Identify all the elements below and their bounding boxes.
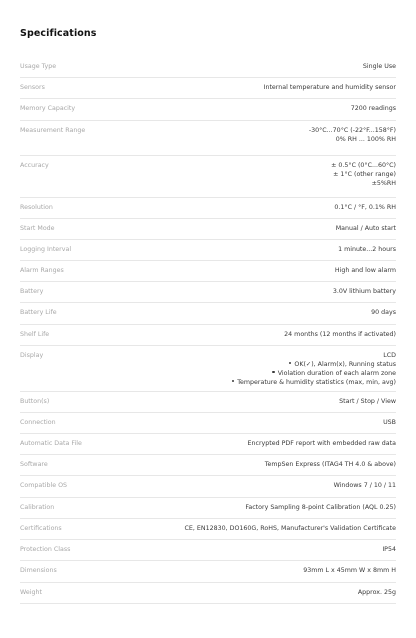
spec-value — [265, 460, 396, 475]
spec-label: Compatible OS — [20, 482, 68, 489]
spec-value-line: CE, EN12830, DO160G, RoHS, Manufacturer's Validation Certificate — [184, 525, 396, 532]
spec-row — [20, 476, 396, 498]
spec-label: Battery — [20, 288, 44, 295]
spec-label: Button(s) — [20, 398, 50, 405]
spec-value-line: 0% RH ... 100% RH — [335, 136, 396, 143]
spec-value-line: 1 minute...2 hours — [338, 246, 396, 253]
spec-label: Start Mode — [20, 225, 55, 232]
spec-value-line: 7200 readings — [350, 105, 396, 112]
spec-label: Sensors — [20, 84, 45, 91]
bullet-icon — [232, 380, 235, 383]
spec-row — [20, 434, 396, 455]
spec-row — [20, 583, 396, 604]
spec-value-line: Windows 7 / 10 / 11 — [333, 482, 396, 489]
spec-row — [20, 455, 396, 476]
spec-value-line: USB — [383, 419, 396, 426]
spec-value-line: Internal temperature and humidity sensor — [263, 84, 396, 91]
spec-value — [248, 439, 396, 454]
spec-row — [20, 99, 396, 121]
spec-row — [20, 325, 396, 346]
spec-row — [20, 261, 396, 282]
spec-value-line: 93mm L x 45mm W x 8mm H — [303, 567, 396, 574]
spec-value — [358, 588, 396, 603]
spec-bullet-text: Temperature & humidity statistics (max, min, avg) — [237, 379, 396, 386]
spec-bullet-item — [232, 360, 396, 369]
spec-value-line: Factory Sampling 8-point Calibration (AQL 0.25) — [245, 504, 396, 511]
spec-value-line: IP54 — [382, 546, 396, 553]
spec-label: Display — [20, 352, 44, 359]
spec-value-line: Single Use — [362, 63, 396, 70]
spec-value-line: LCD — [383, 352, 396, 359]
spec-value — [363, 62, 396, 77]
spec-value-line: TempSen Express (ITAG4 TH 4.0 & above) — [264, 461, 396, 468]
spec-value — [264, 83, 396, 98]
spec-row — [20, 561, 396, 583]
spec-value — [331, 161, 396, 197]
spec-label: Protection Class — [20, 546, 71, 553]
spec-row — [20, 156, 396, 198]
spec-row — [20, 540, 396, 561]
spec-label: Alarm Ranges — [20, 267, 64, 274]
spec-row — [20, 198, 396, 219]
spec-label: Automatic Data File — [20, 440, 82, 447]
spec-row — [20, 219, 396, 240]
spec-label: Software — [20, 461, 48, 468]
spec-row — [20, 498, 396, 519]
spec-value-line: ± 0.5°C (0°C...60°C) — [331, 162, 396, 169]
spec-value-line: Encrypted PDF report with embedded raw data — [247, 440, 396, 447]
spec-value-line: 3.0V lithium battery — [332, 288, 396, 295]
page-title: Specifications — [20, 28, 97, 39]
specifications-table — [20, 57, 396, 604]
spec-label: Shelf Life — [20, 331, 50, 338]
spec-bullet-text: Violation duration of each alarm zone — [277, 370, 396, 377]
spec-label: Usage Type — [20, 63, 57, 70]
spec-label: Memory Capacity — [20, 105, 76, 112]
spec-value — [336, 224, 396, 239]
spec-value — [338, 245, 396, 260]
spec-label: Calibration — [20, 504, 55, 511]
bullet-icon — [272, 371, 275, 374]
bullet-icon — [289, 362, 292, 365]
spec-row — [20, 240, 396, 261]
spec-bullet-item — [232, 378, 396, 387]
spec-value — [382, 545, 396, 560]
spec-value — [284, 330, 396, 345]
spec-bullet-list — [232, 360, 396, 387]
spec-value — [309, 126, 396, 155]
spec-row — [20, 346, 396, 392]
spec-value-line: Start / Stop / View — [339, 398, 396, 405]
spec-value-line: High and low alarm — [334, 267, 396, 274]
spec-value-line: 0.1°C / °F, 0.1% RH — [334, 204, 396, 211]
spec-row — [20, 78, 396, 99]
spec-value — [339, 397, 396, 412]
spec-label: Weight — [20, 589, 42, 596]
spec-row — [20, 57, 396, 78]
spec-value — [351, 104, 396, 120]
spec-value-line: ±5%RH — [371, 180, 396, 187]
spec-value-line: -30°C...70°C (-22°F...158°F) — [308, 127, 396, 134]
spec-row — [20, 413, 396, 434]
spec-value — [371, 308, 396, 324]
spec-label: Logging Interval — [20, 246, 72, 253]
spec-value-line: Approx. 25g — [357, 589, 396, 596]
spec-label: Resolution — [20, 204, 53, 211]
spec-value — [334, 203, 396, 218]
spec-value — [383, 418, 396, 433]
spec-row — [20, 519, 396, 540]
spec-label: Battery Life — [20, 309, 57, 316]
spec-bullet-text: OK(✓), Alarm(x), Running status — [294, 361, 396, 368]
spec-value — [232, 351, 396, 391]
spec-value-line: ± 1°C (other range) — [333, 171, 396, 178]
spec-value — [334, 481, 396, 497]
spec-label: Certifications — [20, 525, 62, 532]
spec-bullet-item — [232, 369, 396, 378]
spec-value-line: Manual / Auto start — [335, 225, 396, 232]
spec-label: Connection — [20, 419, 56, 426]
spec-value — [245, 503, 396, 518]
spec-value-line: 24 months (12 months if activated) — [284, 331, 396, 338]
spec-label: Measurement Range — [20, 127, 86, 134]
spec-value — [303, 566, 396, 582]
spec-label: Dimensions — [20, 567, 57, 574]
spec-row — [20, 303, 396, 325]
spec-value-line: 90 days — [371, 309, 396, 316]
spec-label: Accuracy — [20, 162, 49, 169]
spec-row — [20, 392, 396, 413]
spec-row — [20, 282, 396, 303]
spec-value — [185, 524, 397, 539]
spec-value — [333, 287, 396, 302]
spec-value — [335, 266, 396, 281]
spec-row — [20, 121, 396, 156]
